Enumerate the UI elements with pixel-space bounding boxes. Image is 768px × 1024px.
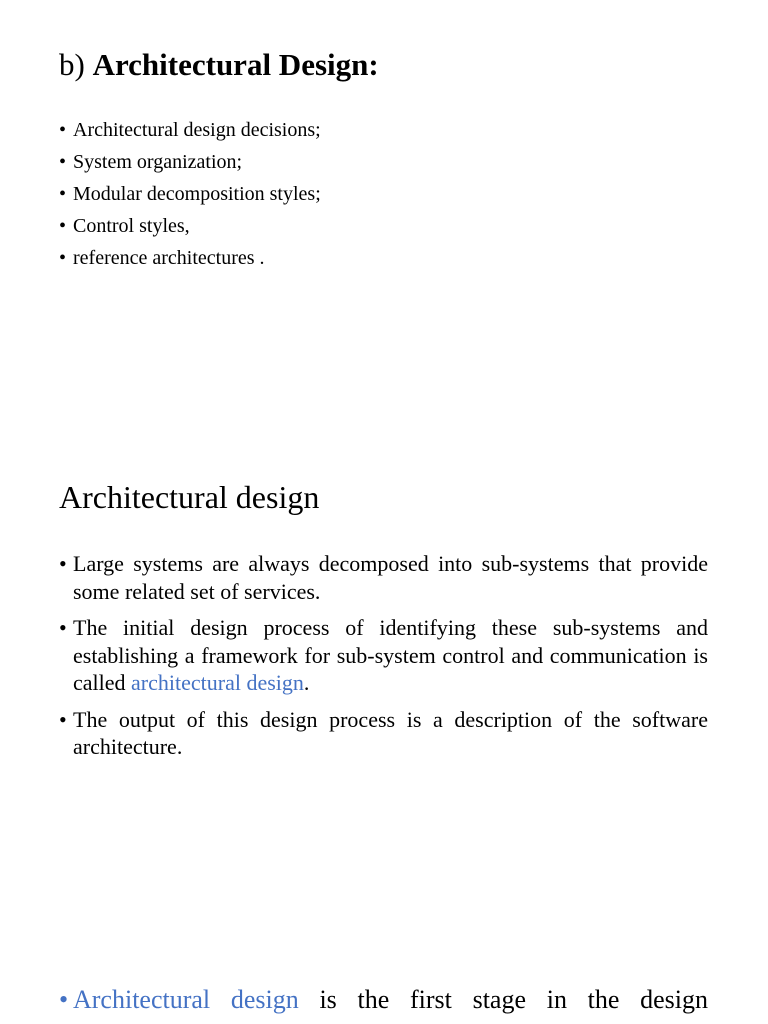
list-item-text: Large systems are always decomposed into sub-systems that provide some related set of services.: [73, 551, 708, 604]
bullet-icon: •: [59, 247, 67, 269]
title-bold: Architectural Design:: [92, 47, 379, 82]
architectural-design-link[interactable]: Architectural design: [73, 985, 299, 1014]
bullet-icon: •: [59, 706, 67, 732]
list-item-text: Architectural design decisions;: [73, 119, 321, 141]
list-item-text: Control styles,: [73, 215, 190, 237]
list-item-text: The output of this design process is a description of the software architecture.: [73, 706, 708, 759]
list-item: [59, 242, 708, 274]
architectural-design-link[interactable]: architectural design: [131, 670, 304, 695]
list-item-text: The initial design process of identifying these sub-systems and establishing a framework for sub-system control and communication is called: [73, 615, 708, 695]
slide-architectural-design-stage: [59, 984, 708, 1016]
list-item: [59, 114, 708, 146]
slide-1-title: [59, 47, 708, 83]
bullet-icon: •: [59, 985, 69, 1014]
bullet-icon: •: [59, 151, 67, 173]
slide-architectural-design-overview: [59, 47, 708, 274]
list-item-text: reference architectures .: [73, 247, 265, 269]
bullet-icon: •: [59, 119, 67, 141]
list-item-text: Modular decomposition styles;: [73, 183, 321, 205]
list-item: [59, 984, 708, 1016]
list-item-text: System organization;: [73, 151, 243, 173]
title-prefix: b): [59, 47, 93, 82]
bullet-icon: •: [59, 183, 67, 205]
slide-3-bullet-list: [59, 984, 708, 1016]
bullet-icon: •: [59, 215, 67, 237]
list-item: [59, 614, 708, 697]
slide-architectural-design: [59, 479, 708, 770]
list-item: [59, 550, 708, 605]
list-item-text: is the first stage in the design: [298, 985, 709, 1014]
slide-2-bullet-list: [59, 550, 708, 761]
list-item: [59, 210, 708, 242]
list-item: [59, 706, 708, 761]
bullet-icon: •: [59, 551, 67, 576]
slide-1-bullet-list: [59, 114, 708, 274]
list-item-text-end: .: [303, 670, 310, 695]
list-item: [59, 146, 708, 178]
bullet-icon: •: [59, 615, 67, 640]
slide-2-title: Architectural design: [59, 479, 320, 515]
list-item: [59, 178, 708, 210]
